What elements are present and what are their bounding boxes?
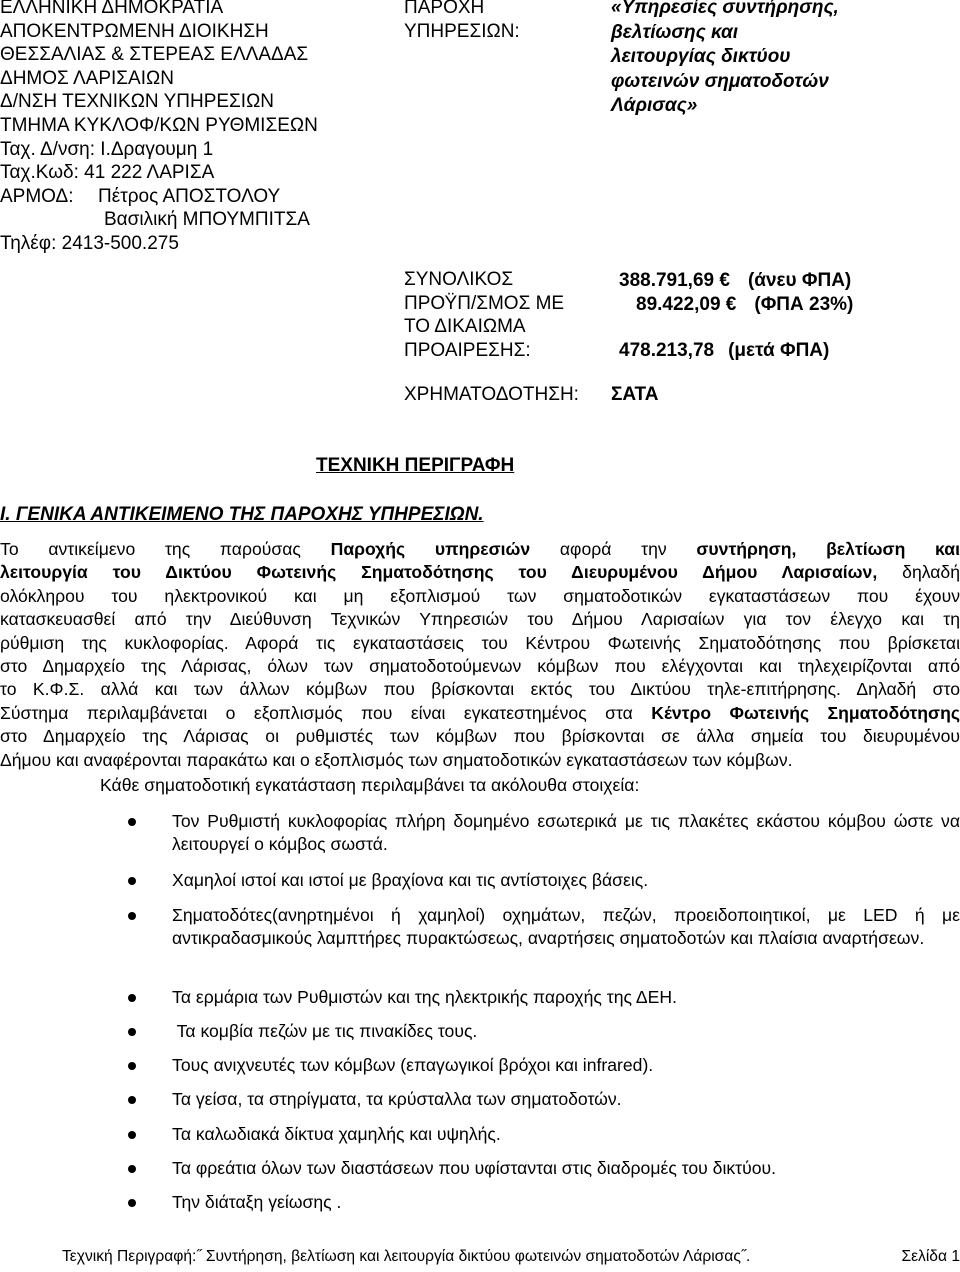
section-title: Ι. ΓΕΝΙΚΑ ΑΝΤΙΚΕΙΜΕΝΟ ΤΗΣ ΠΑΡΟΧΗΣ ΥΠΗΡΕΣΙΩΝ. [0, 504, 484, 525]
vat-amount-row [636, 293, 853, 316]
footer-text: Τεχνική Περιγραφή:˝ Συντήρηση, βελτίωση και λειτουργία δικτύου φωτεινών σηματοδοτών Λάρισας˝. [62, 1248, 751, 1265]
paragraph-line: Σύστημα περιλαμβάνεται ο εξοπλισμός που είναι εγκατεστημένος στα Κέντρο Φωτεινής Σηματοδότησης [0, 702, 960, 723]
issuer-line: ΑΠΟΚΕΝΤΡΩΜΕΝΗ ΔΙΟΙΚΗΣΗ [0, 20, 269, 42]
net-amount: 388.791,69 € [619, 270, 730, 291]
net-amount-row [619, 269, 851, 292]
budget-label: ΣΥΝΟΛΙΚΟΣ ΠΡΟΫΠ/ΣΜΟΣ ΜΕ ΤΟ ΔΙΚΑΙΩΜΑ ΠΡΟΑΙΡΕΣΗΣ: [404, 269, 565, 362]
responsible-name: Πέτρος ΑΠΟΣΤΟΛΟΥ [98, 185, 281, 207]
bullet-icon [128, 1062, 136, 1070]
page-footer [62, 1248, 960, 1266]
vat-amount: 89.422,09 € [636, 294, 737, 315]
phone-line: Τηλέφ: 2413-500.275 [0, 232, 179, 254]
paragraph-line: Το αντικείμενο της παρούσας Παροχής υπηρεσιών αφορά την συντήρηση, βελτίωση και [0, 539, 960, 559]
technical-description-title: ΤΕΧΝΙΚΗ ΠΕΡΙΓΡΑΦΗ [316, 455, 515, 476]
issuer-line: ΘΕΣΣΑΛΙΑΣ & ΣΤΕΡΕΑΣ ΕΛΛΑΔΑΣ [0, 44, 309, 66]
paragraph-line: στο Δημαρχείο της Λάρισας οι ρυθμιστές των κόμβων που βρίσκονται σε άλλα σημεία του διευρυμένου [0, 726, 960, 747]
paragraph-line: κατασκευασθεί από την Διεύθυνση Τεχνικών Υπηρεσιών του Δήμου Λαρισαίων για τον έλεγχο και τη [0, 609, 960, 630]
total-amount-row [619, 339, 829, 362]
bullet-icon [128, 994, 136, 1002]
paragraph-line: το Κ.Φ.Σ. αλλά και των άλλων κόμβων που βρίσκονται εκτός του Δικτύου τηλε-επιτήρησης. Δηλαδή στο [0, 679, 960, 700]
address-line: Ταχ. Δ/νση: Ι.Δραγουμη 1 [0, 138, 214, 160]
bullet-icon [128, 1028, 136, 1036]
components-intro: Κάθε σηματοδοτική εγκατάσταση περιλαμβάνει τα ακόλουθα στοιχεία: [100, 775, 640, 795]
financing-label: ΧΡΗΜΑΤΟΔΟΤΗΣΗ: [404, 384, 579, 405]
responsible-name: Βασιλική ΜΠΟΥΜΠΙΤΣΑ [104, 209, 310, 231]
bullet-icon [128, 877, 136, 885]
bullet-icon [128, 818, 136, 826]
paragraph-line: Δήμου και αναφέρονται παρακάτω και ο εξοπλισμός των σηματοδοτικών εγκαταστάσεων των κόμβων. [0, 749, 793, 770]
issuer-block [0, 0, 380, 256]
financing-value: ΣΑΤΑ [611, 384, 659, 405]
issuer-line: ΔΗΜΟΣ ΛΑΡΙΣΑΙΩΝ [0, 67, 174, 89]
service-label: ΠΑΡΟΧΗ ΥΠΗΡΕΣΙΩΝ: [404, 0, 520, 42]
bullet-icon [128, 1096, 136, 1104]
bullet-icon [128, 912, 136, 920]
total-note: (μετά ΦΠΑ) [728, 340, 830, 361]
vat-note: (ΦΠΑ 23%) [754, 294, 854, 315]
issuer-line: ΕΛΛΗΝΙΚΗ ΔΗΜΟΚΡΑΤΙΑ [0, 0, 224, 18]
service-title: «Υπηρεσίες συντήρησης, βελτίωσης και λειτουργίας δικτύου φωτεινών σηματοδοτών Λάρισας» [611, 0, 839, 116]
paragraph-line: στο Δημαρχείο της Λάρισας, όλων των σηματοδοτούμενων κόμβων που ελέγχονται και τηλεχειρίζονται από [0, 656, 960, 677]
total-amount: 478.213,78 [619, 340, 715, 361]
paragraph-line: ολόκληρου του ηλεκτρονικού και μη εξοπλισμού των σηματοδοτικών εγκαταστάσεων που έχουν [0, 585, 960, 606]
responsible-line [0, 185, 380, 209]
postcode-line: Ταχ.Κωδ: 41 222 ΛΑΡΙΣΑ [0, 162, 215, 184]
issuer-line: Δ/ΝΣΗ ΤΕΧΝΙΚΩΝ ΥΠΗΡΕΣΙΩΝ [0, 91, 274, 113]
bullet-icon [128, 1131, 136, 1139]
issuer-line: ΤΜΗΜΑ ΚΥΚΛΟΦ/ΚΩΝ ΡΥΘΜΙΣΕΩΝ [0, 114, 318, 136]
page-number: Σελίδα 1 [901, 1248, 960, 1265]
bullet-icon [128, 1165, 136, 1173]
responsible-label: ΑΡΜΟΔ: [0, 185, 74, 207]
scope-paragraph [0, 538, 960, 772]
paragraph-line: ρύθμιση της κυκλοφορίας. Αφορά τις εγκαταστάσεις του Κέντρου Φωτεινής Σηματοδότησης που βρίσκεται [0, 632, 960, 653]
paragraph-line: λειτουργία του Δικτύου Φωτεινής Σηματοδότησης του Διευρυμένου Δήμου Λαρισαίων, δηλαδή [0, 562, 960, 583]
net-note: (άνευ ΦΠΑ) [747, 270, 852, 291]
bullet-icon [128, 1199, 136, 1207]
